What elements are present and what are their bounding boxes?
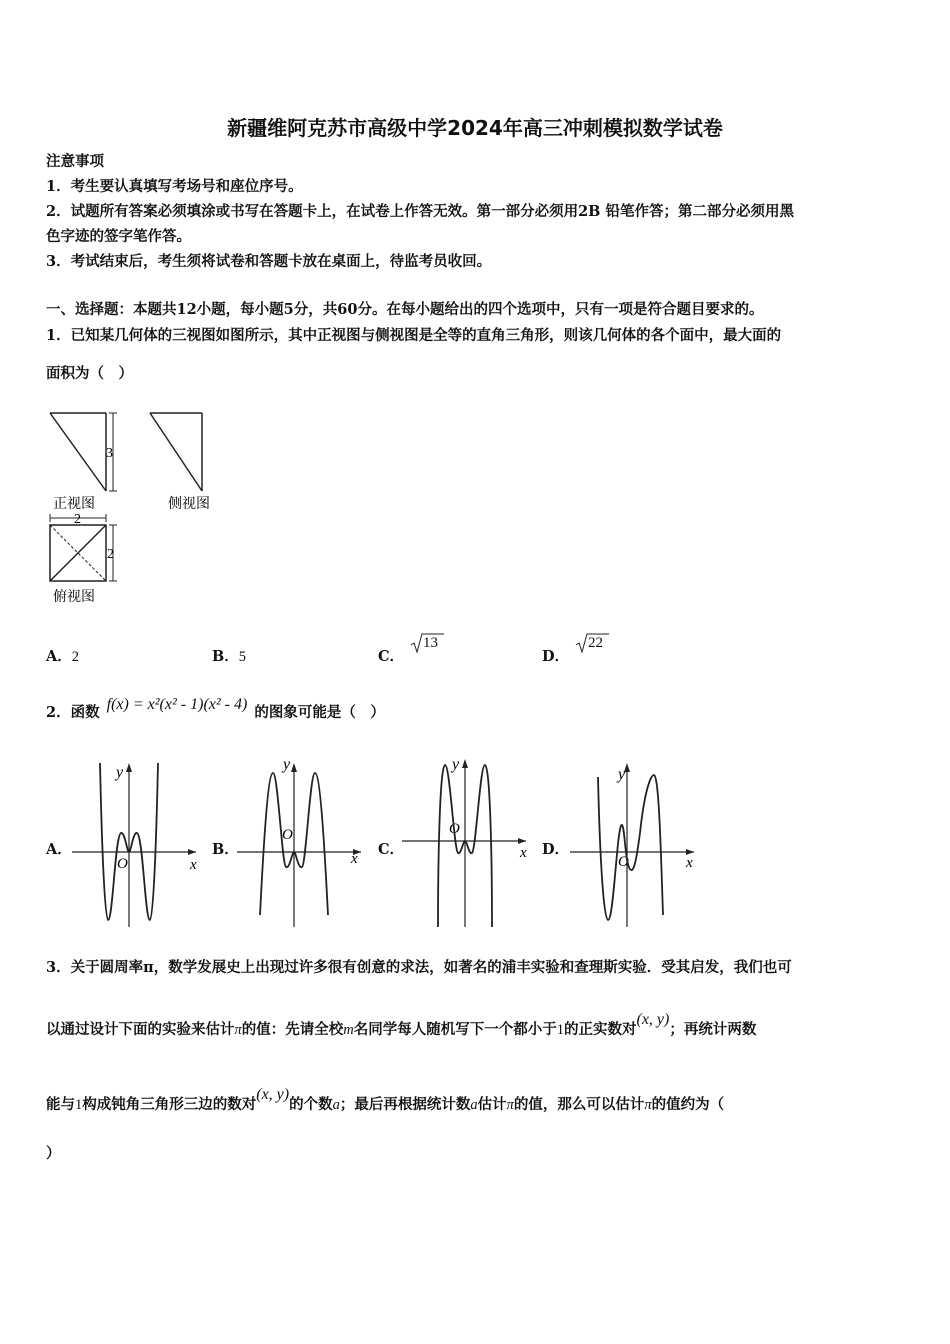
- width-dimension-label: 2: [74, 512, 81, 527]
- q3-text: 估计: [477, 1096, 507, 1113]
- q2-option-a[interactable]: A．: [46, 841, 72, 858]
- front-view-label: 正视图: [53, 497, 95, 512]
- notice-heading: 注意事项: [46, 153, 104, 170]
- top-view: [50, 512, 117, 605]
- y-axis-label: y: [452, 756, 460, 773]
- q3-text: 的值约为（: [651, 1096, 725, 1113]
- pi-symbol: π: [644, 1097, 652, 1113]
- graph-b: [235, 755, 370, 930]
- three-view-figure: [40, 405, 240, 610]
- q2-option-c[interactable]: C．: [378, 841, 405, 858]
- q3-stem-line4: ）: [46, 1145, 61, 1162]
- option-c-label: C．: [378, 648, 405, 665]
- origin-label: O: [282, 827, 293, 843]
- x-axis-label: x: [190, 857, 197, 873]
- q3-text: 的个数: [289, 1096, 333, 1113]
- sqrt-13: [410, 632, 444, 654]
- page-title: 新疆维阿克苏市高级中学2024年高三冲刺模拟数学试卷: [227, 116, 723, 140]
- q3-stem-line1: 3．关于圆周率π，数学发展史上出现过许多很有创意的求法，如著名的浦丰实验和查理斯实验．受其启发，我们也可: [46, 959, 792, 976]
- q1-option-b[interactable]: [212, 645, 246, 666]
- option-a-value: 2: [71, 649, 80, 665]
- x-axis-label: x: [351, 851, 358, 867]
- q2-formula: f(x) = x²(x² - 1)(x² - 4): [106, 696, 248, 713]
- ordered-pair: (x, y): [256, 1086, 290, 1103]
- y-axis-label: y: [618, 766, 626, 783]
- top-view-label: 俯视图: [53, 590, 95, 605]
- q2-option-d[interactable]: D．: [542, 841, 570, 858]
- notice-item-2-cont: 色字迹的签字笔作答。: [46, 228, 191, 245]
- graph-a: [70, 755, 205, 930]
- option-c-value: 13: [423, 635, 438, 651]
- q2-stem: [46, 696, 385, 723]
- origin-label: O: [117, 856, 128, 872]
- q2-option-b[interactable]: B．: [212, 841, 239, 858]
- q1-stem-line2: 面积为（ ）: [46, 365, 133, 382]
- origin-label: O: [449, 821, 460, 837]
- side-view-label: 侧视图: [168, 497, 210, 512]
- notice-item-2: 2．试题所有答案必须填涂或书写在答题卡上，在试卷上作答无效。第一部分必须用2B 铅笔作答；第二部分必须用黑: [46, 203, 794, 220]
- option-d-value: 22: [588, 635, 603, 651]
- section-heading: 一、选择题：本题共12小题，每小题5分，共60分。在每小题给出的四个选项中，只有一项是符合题目要求的。: [46, 301, 764, 318]
- y-axis-label: y: [116, 764, 124, 781]
- side-view: [150, 413, 210, 512]
- number-one: 1: [556, 1022, 564, 1038]
- notice-item-3: 3．考试结束后，考生须将试卷和答题卡放在桌面上，待监考员收回。: [46, 253, 492, 270]
- notice-item-1: 1．考生要认真填写考场号和座位序号。: [46, 178, 303, 195]
- sqrt-22: [575, 632, 609, 654]
- option-b-label: B．: [212, 648, 239, 665]
- q2-prefix: 2．函数: [46, 704, 100, 721]
- option-d-label: D．: [542, 648, 570, 665]
- m-variable: m: [343, 1022, 354, 1038]
- x-axis-label: x: [520, 845, 527, 861]
- q3-text: ；最后再根据统计数: [339, 1096, 471, 1113]
- q1-option-d[interactable]: [542, 645, 569, 666]
- y-axis-label: y: [283, 756, 291, 773]
- option-a-label: A．: [46, 648, 72, 665]
- q3-text: 名同学每人随机写下一个都小于: [353, 1021, 557, 1038]
- q1-stem-line1: 1．已知某几何体的三视图如图所示，其中正视图与侧视图是全等的直角三角形，则该几何体的各个面中，最大面的: [46, 327, 782, 344]
- q3-stem-line3: [46, 1086, 725, 1115]
- a-variable: a: [332, 1097, 340, 1113]
- q3-text: 的正实数对: [564, 1021, 637, 1038]
- q3-text: 的值，那么可以估计: [513, 1096, 645, 1113]
- depth-dimension-label: 2: [107, 547, 114, 562]
- origin-label: O: [618, 854, 629, 870]
- pi-symbol: π: [234, 1022, 242, 1038]
- ordered-pair: (x, y): [636, 1011, 670, 1028]
- height-dimension-label: 3: [106, 446, 113, 461]
- a-variable: a: [470, 1097, 478, 1113]
- front-view: [50, 413, 117, 512]
- q2-suffix: 的图象可能是（ ）: [254, 704, 385, 721]
- q3-text: ；再统计两数: [669, 1021, 757, 1038]
- q1-option-a[interactable]: [46, 645, 79, 666]
- q3-text: 的值：先请全校: [241, 1021, 344, 1038]
- graph-d: [568, 755, 703, 930]
- option-b-value: 5: [238, 649, 247, 665]
- q3-text: 以通过设计下面的实验来估计: [46, 1021, 235, 1038]
- q3-stem-line2: [46, 1011, 757, 1040]
- number-one: 1: [75, 1097, 83, 1113]
- graph-c: [400, 755, 535, 930]
- x-axis-label: x: [686, 855, 693, 871]
- q3-text: 构成钝角三角形三边的数对: [82, 1096, 257, 1113]
- pi-symbol: π: [506, 1097, 514, 1113]
- q3-text: 能与: [46, 1096, 75, 1113]
- q1-option-c[interactable]: [378, 645, 404, 666]
